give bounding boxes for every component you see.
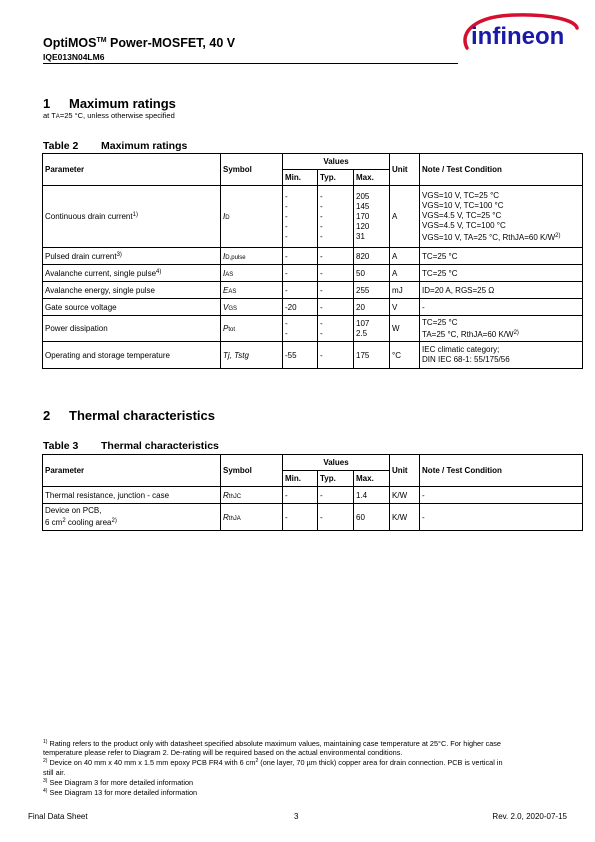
table-row: Continuous drain current$^{1)}$ ID - - - - - - - - - - 205 145 170 120 31 A VGS=10 V, TC=25 °C VGS=10 V, TC=100 °C VGS=4.5 V, TC=25 °C VGS=4.5 V, TC=100 °C VGS=10 V, TA=25 °C, RthJA=60 $K/W^{2)}$ <box>43 186 583 248</box>
col-note: Note / Test Condition <box>420 154 583 186</box>
table-row: Power dissipation Ptot - - - - 107 2.5 W TC=25 °C TA=25 °C, RthJA=60 $K/W^{2)}$ <box>43 316 583 342</box>
footer-left: Final Data Sheet <box>28 812 88 821</box>
section-2-heading: 2 Thermal characteristics <box>43 408 215 423</box>
footnote-2: $^{2)}$ Device on 40 mm x 40 mm x 1.5 mm epoxy PCB FR4 with 6 $cm^2$ (one layer, 70 µm thick) copper area for drain connection. PCB is vertical in still air. <box>43 758 503 777</box>
col-max: Max. <box>354 170 390 186</box>
thermal-characteristics-table: Parameter Symbol Values Unit Note / Test Condition Min. Typ. Max. Thermal resistance, junction - case RthJC - - 1.4 K/W - Device on PCB, 6 $cm^2$ cooling area$^{2)}$ RthJA - - 60 K/W - <box>42 454 583 531</box>
infineon-logo <box>455 10 580 63</box>
col-parameter: Parameter <box>43 154 221 186</box>
col-min: Min. <box>283 170 318 186</box>
table-2-caption: Table 2 Maximum ratings <box>43 140 188 152</box>
table-row: Avalanche energy, single pulse EAS - - 255 mJ ID=20 A, RGS=25 Ω <box>43 282 583 299</box>
col-symbol: Symbol <box>221 154 283 186</box>
table-row: Gate source voltage VGS -20 - 20 V - <box>43 299 583 316</box>
col-unit: Unit <box>390 154 420 186</box>
table-row: Thermal resistance, junction - case RthJC - - 1.4 K/W - <box>43 487 583 504</box>
footnote-1: $^{1)}$ Rating refers to the product only with datasheet specified absolute maximum values, maintaining case temperature at 25°C. For higher case temperature please refer to Diagram 2. De-rating will be required based on the actual environmental conditions. <box>43 739 501 758</box>
maximum-ratings-table <box>42 153 583 369</box>
footer-revision: Rev. 2.0, 2020-07-15 <box>492 812 567 821</box>
header-rule <box>43 63 458 64</box>
table-row: Pulsed drain current$^{3)}$ ID,pulse - - 820 A TC=25 °C <box>43 248 583 265</box>
section-1-subtitle: at TA=25 °C, unless otherwise specified <box>43 111 175 120</box>
table-row: Device on PCB, 6 $cm^2$ cooling area$^{2)}$ RthJA - - 60 K/W - <box>43 504 583 531</box>
footnotes <box>43 738 513 797</box>
section-1-heading: 1 Maximum ratings <box>43 96 176 111</box>
svg-text:infineon: infineon <box>471 23 565 50</box>
table-row: Operating and storage temperature Tj, Tstg -55 - 175 °C IEC climatic category; DIN IEC 68-1: 55/175/56 <box>43 342 583 369</box>
part-number: IQE013N04LM6 <box>43 52 105 62</box>
page-number: 3 <box>294 812 299 821</box>
col-typ: Typ. <box>318 170 354 186</box>
document-title: OptiMOS™ Power-MOSFET, 40 V <box>43 36 236 50</box>
table-row: Avalanche current, single pulse$^{4)}$ IAS - - 50 A TC=25 °C <box>43 265 583 282</box>
footnote-4: $^{4)}$ See Diagram 13 for more detailed information <box>43 788 198 798</box>
footnote-3: $^{3)}$ See Diagram 3 for more detailed information <box>43 777 194 787</box>
col-values: Values <box>283 154 390 170</box>
table-3-caption: Table 3 Thermal characteristics <box>43 440 219 452</box>
